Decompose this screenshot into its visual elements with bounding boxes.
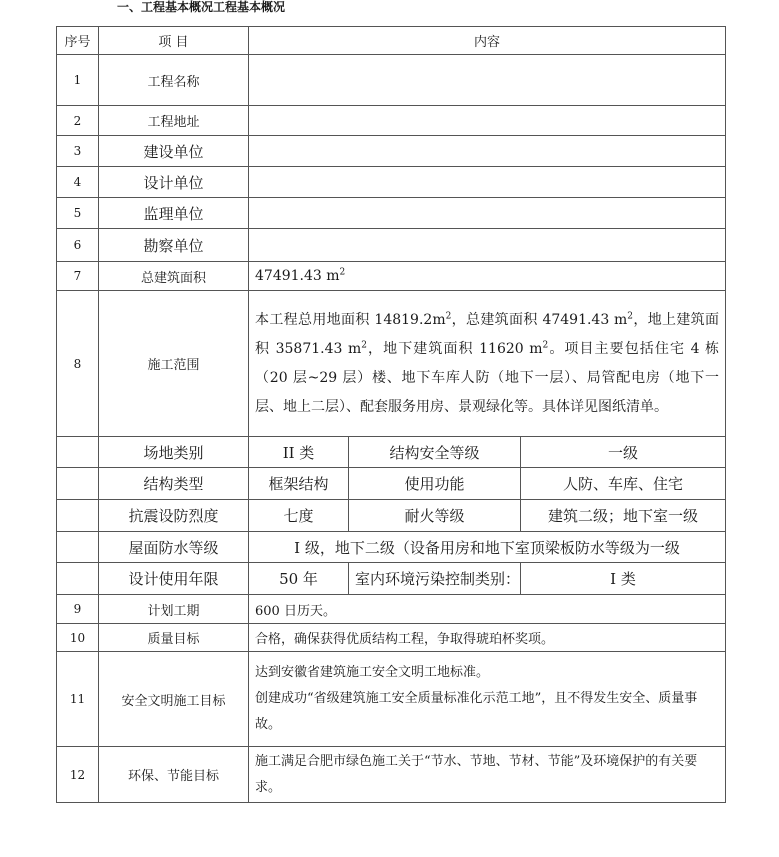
table-row [57,106,726,136]
survey-unit-value [249,229,726,262]
row-label: 施工范围 [99,291,249,437]
row-seq: 12 [57,747,99,803]
row-seq: 8 [57,291,99,437]
quality-goal-value: 合格，确保获得优质结构工程，争取得琥珀杯奖项。 [249,624,726,652]
table-row [57,595,726,624]
empty-seq-cell [57,563,99,595]
header-seq: 序号 [57,27,99,55]
empty-seq-cell [57,468,99,500]
construction-unit-value [249,136,726,167]
safety-grade-value: 一级 [521,437,726,468]
table-row [57,652,726,747]
project-overview-table [56,26,726,803]
design-unit-value [249,167,726,198]
usage-function-value: 人防、车库、住宅 [521,468,726,500]
row-seq: 7 [57,262,99,291]
safety-goal-line: 创建成功“省级建筑施工安全质量标准化示范工地”，且不得发生安全、质量事故。 [255,691,698,732]
supervision-unit-value [249,198,726,229]
site-category-value: II 类 [249,437,349,468]
seismic-intensity-value: 七度 [249,500,349,532]
row-label: 总建筑面积 [99,262,249,291]
row-label: 设计单位 [99,167,249,198]
table-row [57,563,726,595]
row-label-secondary: 室内环境污染控制类别： [349,563,521,595]
table-row [57,532,726,563]
table-row [57,624,726,652]
table-row [57,198,726,229]
row-seq: 9 [57,595,99,624]
row-seq: 2 [57,106,99,136]
row-seq: 1 [57,55,99,106]
table-row [57,262,726,291]
row-label: 计划工期 [99,595,249,624]
row-label: 环保、节能目标 [99,747,249,803]
row-label: 监理单位 [99,198,249,229]
fire-rating-value: 建筑二级；地下室一级 [521,500,726,532]
table-row [57,229,726,262]
row-seq: 3 [57,136,99,167]
row-label: 安全文明施工目标 [99,652,249,747]
row-seq: 4 [57,167,99,198]
empty-seq-cell [57,437,99,468]
design-life-value: 50 年 [249,563,349,595]
row-label: 勘察单位 [99,229,249,262]
row-label: 设计使用年限 [99,563,249,595]
row-label: 工程名称 [99,55,249,106]
row-seq: 5 [57,198,99,229]
row-label: 工程地址 [99,106,249,136]
row-label-secondary: 耐火等级 [349,500,521,532]
header-content: 内容 [249,27,726,55]
pollution-class-value: I 类 [521,563,726,595]
row-label-secondary: 结构安全等级 [349,437,521,468]
header-item: 项 目 [99,27,249,55]
section-heading: 一、工程基本概况工程基本概况 [117,0,286,14]
row-seq: 6 [57,229,99,262]
row-label: 场地类别 [99,437,249,468]
row-seq: 11 [57,652,99,747]
row-label: 建设单位 [99,136,249,167]
table-row [57,437,726,468]
structure-type-value: 框架结构 [249,468,349,500]
safety-goal-text [249,652,726,747]
roof-waterproof-value: I 级，地下二级（设备用房和地下室顶梁板防水等级为一级 [249,532,726,563]
schedule-value: 600 日历天。 [249,595,726,624]
row-label: 抗震设防烈度 [99,500,249,532]
empty-seq-cell [57,500,99,532]
row-label: 屋面防水等级 [99,532,249,563]
project-name-value [249,55,726,106]
environment-goal-text: 施工满足合肥市绿色施工关于“节水、节地、节材、节能”及环境保护的有关要求。 [249,747,726,803]
table-row [57,500,726,532]
total-area-value: 47491.43 $m^2$ [249,262,726,291]
safety-goal-line: 达到安徽省建筑施工安全文明工地标准。 [255,665,490,680]
table-row [57,468,726,500]
row-label-secondary: 使用功能 [349,468,521,500]
table-row [57,167,726,198]
table-row [57,136,726,167]
empty-seq-cell [57,532,99,563]
row-seq: 10 [57,624,99,652]
row-label: 结构类型 [99,468,249,500]
table-row [57,747,726,803]
row-label: 质量目标 [99,624,249,652]
table-header-row [57,27,726,55]
table-row [57,291,726,437]
project-address-value [249,106,726,136]
construction-scope-text: 本工程总用地面积 $14819.2m^2$，总建筑面积 47491.43 $m^2$，地上建筑面积 35871.43 $m^2$，地下建筑面积 11620 $m^2$。项目主要包括住宅 4 栋（20 层~29 层）楼、地下车库人防（地下一层）、局管配电房（地下一层、地上二层）、配套服务用房、景观绿化等。具体详见图纸清单。 [249,291,726,437]
table-row [57,55,726,106]
